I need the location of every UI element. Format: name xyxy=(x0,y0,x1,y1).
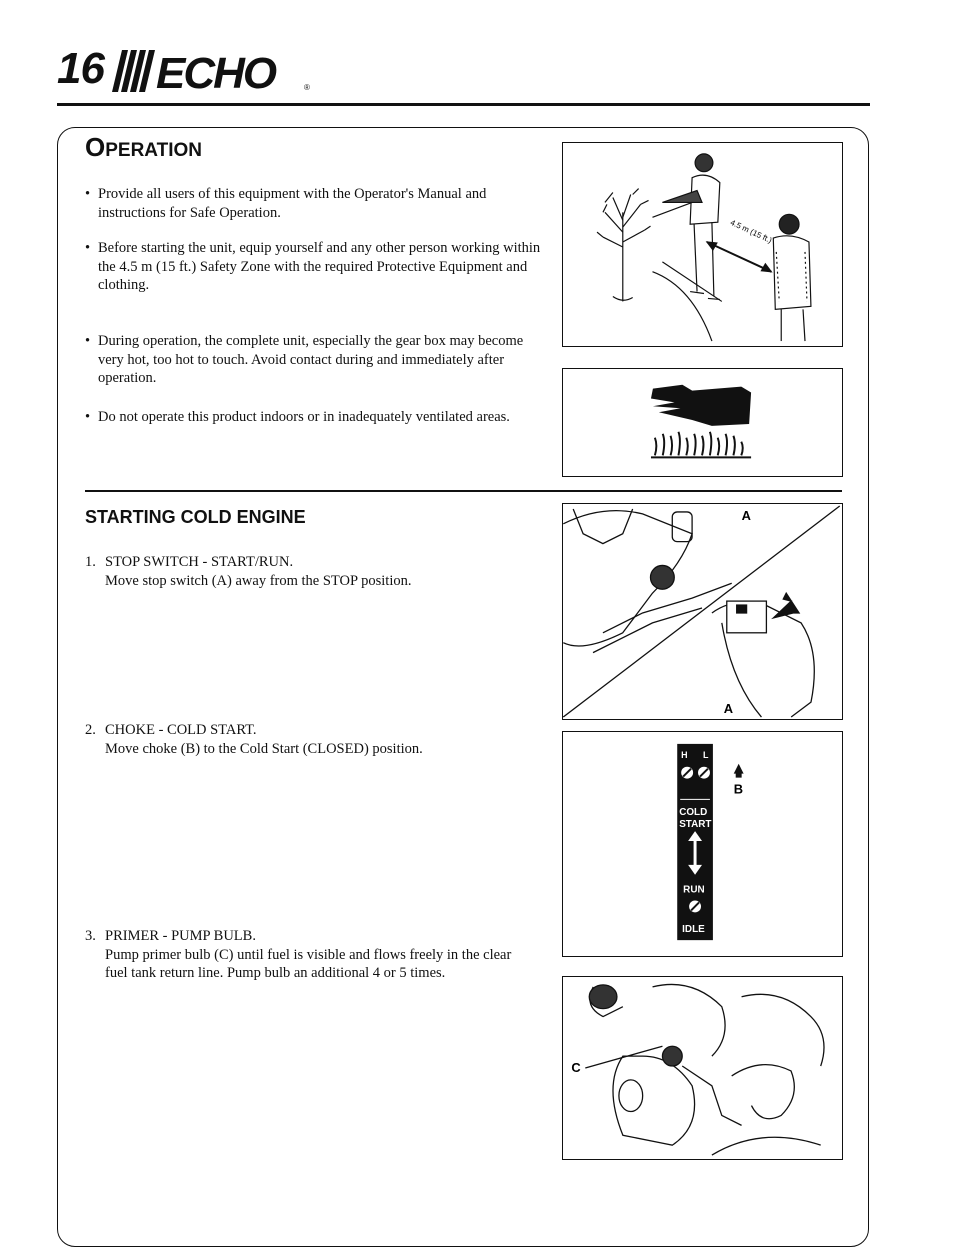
bullet-item: • Provide all users of this equipment with the Operator's Manual and instructions for Safe Operation. xyxy=(85,186,487,221)
operation-heading: OPERATION xyxy=(85,132,202,162)
safety-zone-illustration xyxy=(562,142,843,347)
label-a-bottom: A xyxy=(723,701,734,717)
step-item: 2. CHOKE - COLD START. Move choke (B) to the Cold Start (CLOSED) position. xyxy=(85,722,423,757)
bullet-item: • During operation, the complete unit, especially the gear box may become very hot, too hot to touch. Avoid contact during and immediately after operation. xyxy=(85,333,524,386)
section-rule xyxy=(85,490,842,492)
bullet-item: • Before starting the unit, equip yourself and any other person working within the 4.5 m (15 ft.) Safety Zone with the required Protective Equipment and clothing. xyxy=(85,240,541,293)
hot-surface-illustration xyxy=(562,368,843,477)
starting-cold-engine-heading: STARTING COLD ENGINE xyxy=(85,507,306,527)
page-number: 16 xyxy=(57,44,104,93)
bullet-item: • Do not operate this product indoors or in inadequately ventilated areas. xyxy=(85,409,510,425)
choke-panel-illustration xyxy=(562,731,843,957)
step-item: 3. PRIMER - PUMP BULB. Pump primer bulb (C) until fuel is visible and flows freely in the clear fuel tank return line. Pump bulb an additional 4 or 5 times. xyxy=(85,928,512,981)
label-run: RUN xyxy=(683,884,705,896)
header-rule xyxy=(57,103,870,106)
label-cold: COLD xyxy=(679,807,708,819)
svg-text:ECHO: ECHO xyxy=(156,49,276,94)
label-l: L xyxy=(702,749,709,760)
label-start: START xyxy=(679,819,712,831)
label-b: B xyxy=(733,781,744,797)
stop-switch-illustration xyxy=(562,503,843,720)
label-c: C xyxy=(571,1059,581,1075)
svg-text:®: ® xyxy=(304,83,310,92)
label-h: H xyxy=(681,749,688,760)
label-a-top: A xyxy=(741,507,751,523)
distance-label: 4.5 m (15 ft.) xyxy=(728,217,774,245)
primer-bulb-illustration xyxy=(562,976,843,1160)
label-idle: IDLE xyxy=(682,924,705,936)
echo-logo xyxy=(112,48,322,94)
step-item: 1. STOP SWITCH - START/RUN. Move stop switch (A) away from the STOP position. xyxy=(85,554,412,589)
